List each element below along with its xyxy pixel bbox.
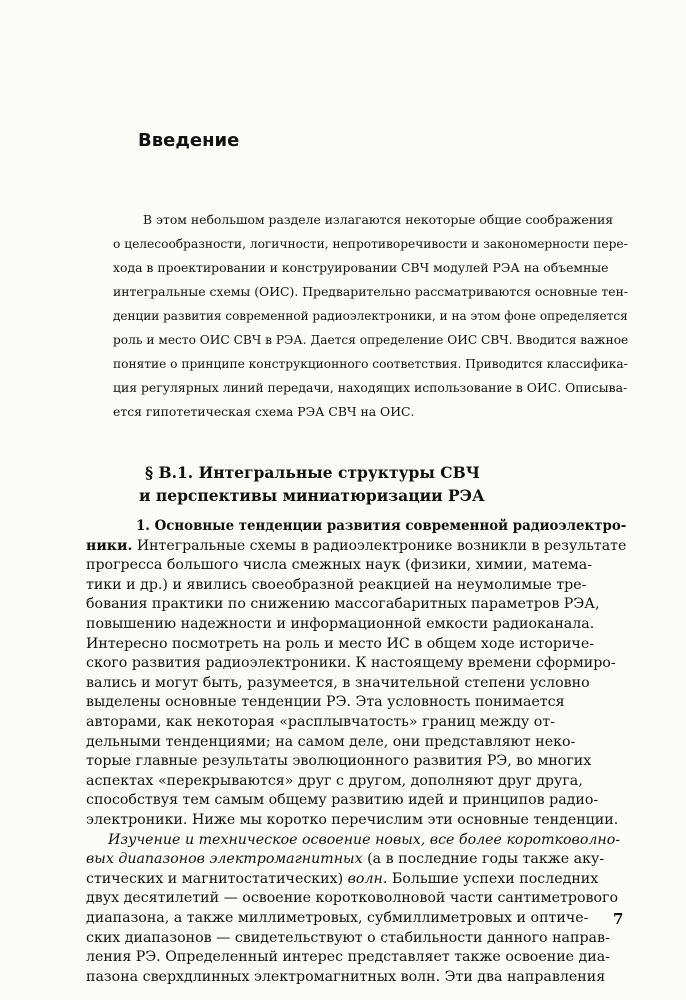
trend-heading-cont: вых диапазонов электромагнитных <box>86 851 363 868</box>
body-line: аспектах «перекрываются» друг с другом, дополняют друг друга, <box>86 772 583 789</box>
intro-line: понятие о принципе конструкционного соответствия. Приводится классифика- <box>113 356 628 371</box>
intro-line: хода в проектировании и конструировании СВЧ модулей РЭА на объемные <box>113 260 609 275</box>
body-line: торые главные результаты эволюционного развития РЭ, во многих <box>86 753 592 770</box>
intro-line: роль и место ОИС СВЧ в РЭА. Дается определение ОИС СВЧ. Вводится важное <box>113 332 629 347</box>
subsection-heading: 1. Основные тенденции развития современной радиоэлектро- <box>136 518 627 534</box>
body-line: выделены основные тенденции РЭ. Эта условность понимается <box>86 694 565 711</box>
body-line: повышению надежности и информационной емкости радиоканала. <box>86 616 595 632</box>
subsection-heading-end: ники. <box>86 537 133 554</box>
body-line: дельными тенденциями; на самом деле, они представляют неко- <box>86 733 576 750</box>
body-line: Интересно посмотреть на роль и место ИС в общем ходе историче- <box>86 635 595 652</box>
trend-heading: Изучение и техническое освоение новых, все более коротковолно- <box>108 831 621 848</box>
body-line <box>86 851 604 868</box>
body-line: диапазона, а также миллиметровых, субмиллиметровых и оптиче- <box>86 910 589 926</box>
body-line-text: Большие успехи последних <box>387 870 599 887</box>
body-line: вались и могут быть, разумеется, в значительной степени условно <box>86 674 590 691</box>
section-heading-line: и перспективы миниатюризации РЭА <box>139 486 485 505</box>
body-line: авторами, как некоторая «расплывчатость» границ между от- <box>86 714 555 730</box>
body-line <box>86 538 626 555</box>
intro-line: ция регулярных линий передачи, находящих использование в ОИС. Описыва- <box>113 380 628 395</box>
body-line-text: стических и магнитостатических) <box>86 870 348 887</box>
section-heading-line: § В.1. Интегральные структуры СВЧ <box>145 463 480 482</box>
trend-heading-end: волн. <box>347 870 388 887</box>
body-line: тики и др.) и явились своеобразной реакцией на неумолимые тре- <box>86 576 587 593</box>
body-line: ского развития радиоэлектроники. К настоящему времени сформиро- <box>86 655 616 672</box>
body-line: двух десятилетий — освоение коротковолновой части сантиметрового <box>86 890 619 907</box>
chapter-title: Введение <box>138 130 240 151</box>
body-line: ских диапазонов — свидетельствуют о стабильности данного направ- <box>86 929 610 946</box>
body-line-text: (а в последние годы также аку- <box>362 851 605 868</box>
body-line: бования практики по снижению массогабаритных параметров РЭА, <box>86 596 600 613</box>
body-line: пазона сверхдлинных электромагнитных волн. Эти два направления <box>86 968 606 985</box>
intro-line: В этом небольшом разделе излагаются некоторые общие соображения <box>143 212 614 227</box>
intro-line: денции развития современной радиоэлектроники, и на этом фоне определяется <box>113 308 628 323</box>
body-line: электроники. Ниже мы коротко перечислим эти основные тенденции. <box>86 812 619 828</box>
intro-line: о целесообразности, логичности, непротиворечивости и закономерности пере- <box>113 236 628 251</box>
intro-line: ется гипотетическая схема РЭА СВЧ на ОИС. <box>113 404 415 419</box>
body-line: прогресса большого числа смежных наук (физики, химии, матема- <box>86 557 593 574</box>
page-number: 7 <box>613 910 624 928</box>
body-line <box>86 871 598 888</box>
body-line: способствуя тем самым общему развитию идей и принципов радио- <box>86 792 599 809</box>
intro-line: интегральные схемы (ОИС). Предварительно рассматриваются основные тен- <box>113 284 629 299</box>
body-line-text: Интегральные схемы в радиоэлектронике возникли в результате <box>132 537 627 554</box>
body-line: ления РЭ. Определенный интерес представляет также освоение диа- <box>86 949 611 966</box>
